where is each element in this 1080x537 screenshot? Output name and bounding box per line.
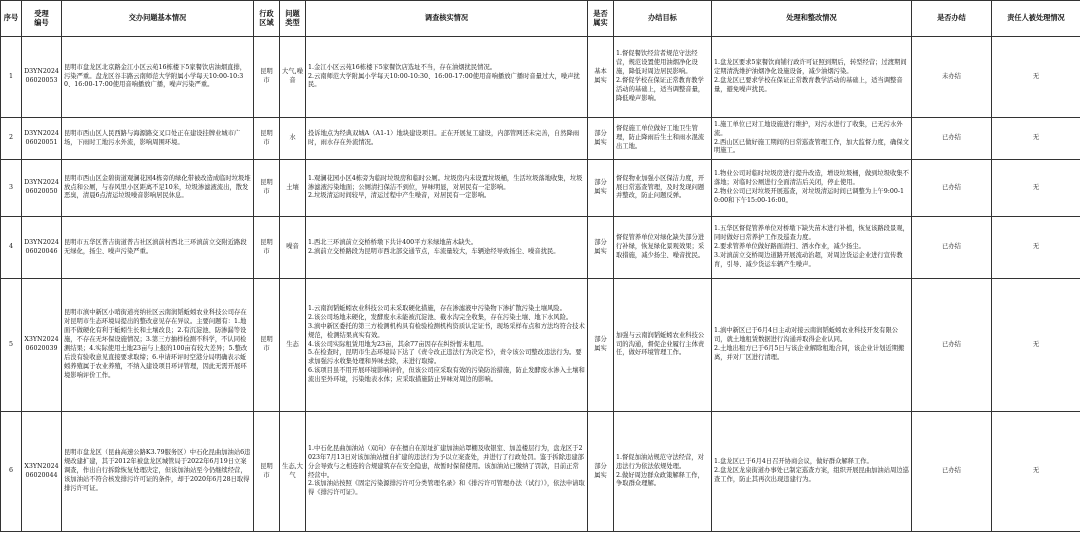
row-seq: 1 — [1, 37, 22, 118]
header-done: 是否办结 — [912, 1, 992, 37]
row-verified: 部分 属实 — [588, 279, 614, 412]
row-goal: 督促施工单位做好工地卫生管理，防止降雨后生土和雨水混流出工地。 — [614, 118, 712, 160]
row-type: 生态,大 气 — [280, 412, 306, 532]
row-seq: 2 — [1, 118, 22, 160]
header-seq: 序号 — [1, 1, 22, 37]
row-verified: 部分 属实 — [588, 160, 614, 217]
row-action: 1.施工单位已对工地设施进行维护，对污水进行了收集，已无污水外流。 2.西山区已做好施工期间的日常巡查管理工作，加大监督力度，确保文明施工。 — [712, 118, 912, 160]
header-verified: 是否 属实 — [588, 1, 614, 37]
row-seq: 5 — [1, 279, 22, 412]
table-header-row — [1, 1, 1080, 37]
row-id: D3YN2024 06020053 — [22, 37, 62, 118]
table-row — [1, 160, 1080, 217]
row-type: 噪音 — [280, 217, 306, 279]
table-row — [1, 279, 1080, 412]
row-survey: 1.西北三环滇前立交桥桥墩下共计400平方米绿地苗木缺失。 2.滇前立交桥路段为昆明市西北部交通节点，车流量较大，车辆途经导致扬尘、噪音扰民。 — [306, 217, 588, 279]
row-issue: 昆明市滇中新区小哨街道亮纳社区云南润韬蚯蚓农业科技公司存在对昆明市生态环境局提出的整改意见存在异议。主要问题有：1.地面不做硬化有利于蚯蚓生长和土壤改良；2.有沉淀池、防渗漏等设施，不存在无坏保设施情况；3.第三方抽样检测不科学，不认同检测结果；4.实际使用土地23亩与上报的100亩有较大差异；5.整改后没有验收意见直接要求取缔；6.申请环评时空港分局明确表示蚯蚓养殖属于农业养殖，不纳入建设项目环评管理，因此无需开展环境影响评价工作。 — [62, 279, 254, 412]
row-account: 无 — [992, 217, 1080, 279]
row-seq: 4 — [1, 217, 22, 279]
header-goal: 办结目标 — [614, 1, 712, 37]
row-goal: 督促管养单位对绿化缺失部分进行补绿，恢复绿化景观效果；采取措施，减少扬尘、噪音扰民。 — [614, 217, 712, 279]
table-row — [1, 217, 1080, 279]
row-id: D3YN2024 06020046 — [22, 217, 62, 279]
row-verified: 基本 属实 — [588, 37, 614, 118]
row-issue: 昆明市五华区普吉街道普吉社区滇前村西北三环滇前立交附近路段无绿化，扬尘、噪声污染严重。 — [62, 217, 254, 279]
row-action: 1.盘龙区已于6月4日召开协商会议，做好群众解释工作。 2.盘龙区龙泉街道办事处已制定巡查方案，组织开展昆曲加油站周边巡查工作，防止其再次出现违建行为。 — [712, 412, 912, 532]
row-issue: 昆明市盘龙区北京路金江小区云苑16栋楼下5家餐饮店油烟直排，污染严重。盘龙区谷丰路云南师范大学附属小学每天10:00-10:30、16:00-17:00使用音响播放广播，噪声污染严重。 — [62, 37, 254, 118]
row-account: 无 — [992, 37, 1080, 118]
row-verified: 部分 属实 — [588, 412, 614, 532]
row-survey: 1.云南润韬蚯蚓农业科技公司未采取硬化措施，存在渗滤液中污染物下渗扩散污染土壤风险。 2.该公司场地未硬化，发酵废水未能被沉淀池、截水沟完全收集，存在污染土壤、地下水风险。 3.滇中新区委托的第三方检测机构具有检验检测机构资质认定证书，现场采样布点和方法均符合技术规范，检测结果真实有效。 4.该公司实际租赁用地为23亩，其余77亩因存在纠纷暂未租用。 5.在检查时，昆明市生态环境局下达了《责令改正违法行为决定书》，责令该公司整改违法行为。要求加强污水收集处理和异味去除，未进行取缔。 6.该项目虽不用开展环境影响评价，但该公司应采取有效的污染防治措施，防止发酵废水渗入土壤和流出至外环境，污染地表水体；应采取措施防止异味对周边的影响。 — [306, 279, 588, 412]
header-account: 责任人被处理情况 — [992, 1, 1080, 37]
row-account: 无 — [992, 279, 1080, 412]
header-issue: 交办问题基本情况 — [62, 1, 254, 37]
row-done: 未办结 — [912, 37, 992, 118]
row-action: 1.物业公司对临时垃圾房进行提升改造，增设垃圾桶，做到垃圾收集不落地；对临时公厕进行全面清洁后关闭，停止使用。 2.物业公司已对垃圾开展巡查，对垃圾清运时间已调整为上午9:00-10:00和下午15:00-16:00。 — [712, 160, 912, 217]
row-id: D3YN2024 06020051 — [22, 118, 62, 160]
row-action: 1.盘龙区要求5家餐饮商铺行政许可证照到期后，转型经营；过渡期间定期清洗维护油烟净化设施设备，减少油烟污染。 2.盘龙区已要求学校在保证正常教育教学活动的基础上，适当调整音量，避免噪声扰民。 — [712, 37, 912, 118]
row-type: 水 — [280, 118, 306, 160]
row-region: 昆明 市 — [254, 217, 280, 279]
row-issue: 昆明市盘龙区（昆曲高速公路K3.79服务区）中石化昆曲加油站6违规改建扩建，其于2012年被盘龙区城管局于2022年6月19日立案调查，作出自行拆除恢复处理决定，但该加油站至今仍继续经营，该加油站不符合核发排污许可证的条件，却于2020年6月28日取得排污许可证。 — [62, 412, 254, 532]
row-account: 无 — [992, 160, 1080, 217]
row-id: X3YN2024 06020044 — [22, 412, 62, 532]
row-issue: 昆明市西山区人民西路与海源路交叉口处正在建设挂牌业城市广场，下雨时工地污水外流，影响周围环境。 — [62, 118, 254, 160]
row-account: 无 — [992, 412, 1080, 532]
row-action: 1.五华区督促管养单位对桥墩下缺失苗木进行补植，恢复该路段景观，同时做好日常养护工作及巡查力度。 2.要求管养单位做好路面清扫、洒水作业，减少扬尘。 3.对滇前立交桥周边道路开展流动治超，对周边货运企业进行宣传教育，引导、减少货运车辆产生噪声。 — [712, 217, 912, 279]
row-done: 已办结 — [912, 160, 992, 217]
row-goal: 加强与云南润韬蚯蚓农业科技公司的沟通，督促企业履行主体责任，做好环境管理工作。 — [614, 279, 712, 412]
row-survey: 投诉地点为经典双城A（A1-1）地块建设项目。正在开展复工建设，内部管网还未完善，自然降雨时，雨水存在外流情况。 — [306, 118, 588, 160]
row-region: 昆明 市 — [254, 118, 280, 160]
row-region: 昆明 市 — [254, 160, 280, 217]
table-row — [1, 37, 1080, 118]
row-done: 已办结 — [912, 412, 992, 532]
row-seq: 6 — [1, 412, 22, 532]
row-account: 无 — [992, 118, 1080, 160]
row-verified: 部分 属实 — [588, 217, 614, 279]
row-region: 昆明 市 — [254, 279, 280, 412]
row-type: 生态 — [280, 279, 306, 412]
table-row — [1, 118, 1080, 160]
row-id: X3YN2024 06020039 — [22, 279, 62, 412]
row-type: 大气,噪 音 — [280, 37, 306, 118]
header-survey: 调查核实情况 — [306, 1, 588, 37]
row-type: 土壤 — [280, 160, 306, 217]
header-action: 处理和整改情况 — [712, 1, 912, 37]
row-goal: 督促物业加强小区保洁力度，开展日常巡查管理，及时发现问题并整改，防止问题反弹。 — [614, 160, 712, 217]
table-row — [1, 412, 1080, 532]
row-id: D3YN2024 06020050 — [22, 160, 62, 217]
header-id: 受理 编号 — [22, 1, 62, 37]
header-type: 问题 类型 — [280, 1, 306, 37]
row-done: 已办结 — [912, 279, 992, 412]
row-done: 已办结 — [912, 118, 992, 160]
row-survey: 1.金江小区云苑16栋楼下5家餐饮店选址不当，存在油烟扰民情况。 2.云南师范大学附属小学每天10:00-10:30、16:00-17:00使用音响播放广播时音量过大，噪声扰民。 — [306, 37, 588, 118]
row-region: 昆明 市 — [254, 37, 280, 118]
row-done: 已办结 — [912, 217, 992, 279]
row-seq: 3 — [1, 160, 22, 217]
row-survey: 1.观澜花园小区4栋旁为临时垃圾房和临时公厕。垃圾房内未设置垃圾桶，生活垃圾落地收集，垃圾渗滤液污染地面；公厕清扫保洁不到位，异味明显，对居民有一定影响。 2.垃圾清运时间较早，清运过程中产生噪音，对居民有一定影响。 — [306, 160, 588, 217]
row-verified: 部分 属实 — [588, 118, 614, 160]
row-action: 1.滇中新区已于6月4日主动对接云南润韬蚯蚓农业科技开发有限公司，就土地租赁数据进行沟通并取得企业认同。 2.土地出租方已于6月5日与该企业解除租地合同，该企业计划近期搬离，并对厂区进行清理。 — [712, 279, 912, 412]
row-goal: 1.督促餐饮经营者规范守法经营，规范设置使用油烟净化设施，降低对周边居民影响。 2.督促学校在保证正常教育教学活动的基础上，适当调整音量，降低噪声影响。 — [614, 37, 712, 118]
header-region: 行政 区域 — [254, 1, 280, 37]
row-region: 昆明 市 — [254, 412, 280, 532]
row-goal: 1.督促加油站规范守法经营，对违法行为依法依规处理。 2.做好周边群众政策解释工作，争取群众理解。 — [614, 412, 712, 532]
row-issue: 昆明市西山区金碧街道观澜花园4栋旁的绿化带被改造成临时垃圾堆放点和公厕，与春风里小区距离不足10米，垃圾渗滤液流出，散发恶臭，清晨6点清运垃圾噪音影响居民休息。 — [62, 160, 254, 217]
row-survey: 1.中石化昆曲加油站（双向）存在擅自在原址扩建加油站罩棚及收银室、加盖楼层行为，盘龙区于2023年7月13日对该加油站擅自扩建的违法行为予以立案查处，并进行了行政处罚。鉴于拆除违建部分会导致与之相连的合规建筑存在安全隐患，故暂时保留使用。该加油站已缴纳了罚款，目前正常经营中。 2.该加油站按照《固定污染源排污许可分类管理名录》和《排污许可管理办法（试行）》，依法申请取得《排污许可证》。 — [306, 412, 588, 532]
